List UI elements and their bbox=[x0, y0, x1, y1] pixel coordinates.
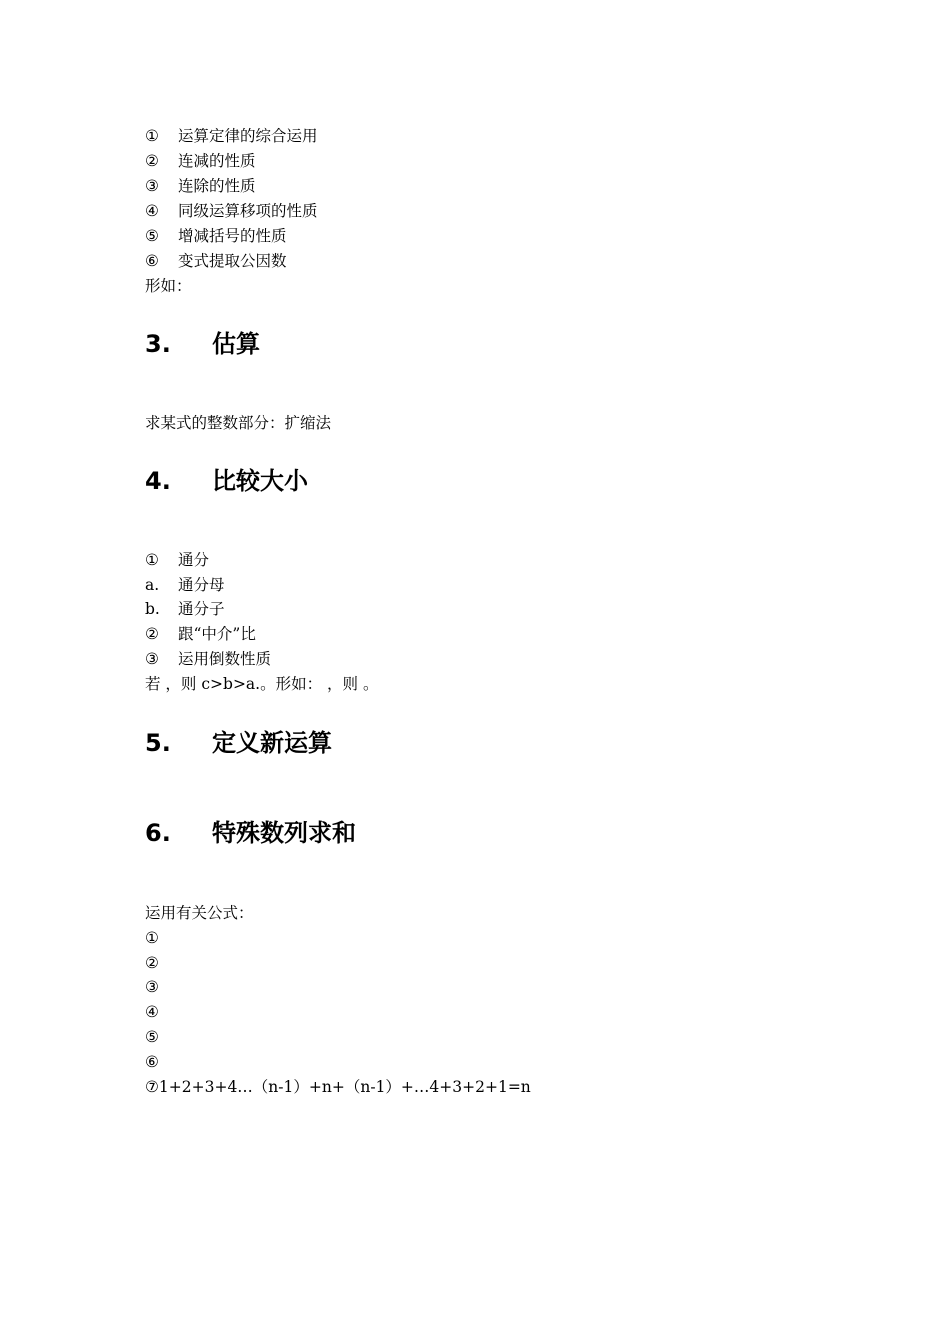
list-item bbox=[145, 251, 287, 271]
section-title: 估算 bbox=[212, 330, 260, 358]
list-item-text: 连除的性质 bbox=[178, 177, 256, 195]
list-item bbox=[145, 151, 256, 171]
list-item-text: 跟“中介”比 bbox=[178, 625, 256, 643]
list-item bbox=[145, 649, 271, 669]
list-item bbox=[145, 1027, 159, 1047]
estimate-text: 求某式的整数部分：扩缩法 bbox=[145, 414, 332, 432]
list-item bbox=[145, 928, 159, 948]
list-item-text: 运算定律的综合运用 bbox=[178, 127, 318, 145]
sum-formula: ⑦1+2+3+4…（n-1）+n+（n-1）+…4+3+2+1=n bbox=[145, 1078, 531, 1096]
list-item bbox=[145, 1002, 159, 1022]
form-label: 形如： bbox=[145, 277, 192, 295]
list-item bbox=[145, 176, 256, 196]
sum-intro: 运用有关公式： bbox=[145, 904, 254, 922]
list-item-text: 运用倒数性质 bbox=[178, 650, 272, 668]
section-heading-3 bbox=[145, 329, 260, 359]
compare-note: 若 ，则 c>b>a.。形如： ，则 。 bbox=[145, 675, 379, 693]
list-marker: ① bbox=[145, 929, 159, 947]
list-item bbox=[145, 226, 287, 246]
list-item bbox=[145, 599, 225, 619]
list-item bbox=[145, 977, 159, 997]
list-item-text: 变式提取公因数 bbox=[178, 252, 287, 270]
list-item bbox=[145, 550, 209, 570]
list-marker: ① bbox=[145, 127, 159, 145]
list-marker: ④ bbox=[145, 1003, 159, 1021]
list-item-text: 通分 bbox=[178, 551, 210, 569]
list-marker: ⑥ bbox=[145, 1053, 159, 1071]
section-number: 4. bbox=[145, 467, 171, 495]
section-heading-6 bbox=[145, 818, 356, 848]
list-marker: ⑤ bbox=[145, 1028, 159, 1046]
list-marker: ⑤ bbox=[145, 227, 159, 245]
list-item bbox=[145, 126, 318, 146]
list-marker: ④ bbox=[145, 202, 159, 220]
list-marker: b. bbox=[145, 600, 160, 618]
list-marker: ③ bbox=[145, 650, 159, 668]
section-title: 定义新运算 bbox=[212, 729, 332, 757]
list-item bbox=[145, 1052, 159, 1072]
list-item-text: 通分母 bbox=[178, 576, 225, 594]
list-item-text: 同级运算移项的性质 bbox=[178, 202, 318, 220]
list-marker: ② bbox=[145, 954, 159, 972]
list-item bbox=[145, 201, 318, 221]
list-marker: ② bbox=[145, 152, 159, 170]
list-marker: ③ bbox=[145, 177, 159, 195]
section-heading-4 bbox=[145, 466, 308, 496]
list-item-text: 通分子 bbox=[178, 600, 225, 618]
list-item-text: 增减括号的性质 bbox=[178, 227, 287, 245]
list-marker: ① bbox=[145, 551, 159, 569]
list-marker: ⑥ bbox=[145, 252, 159, 270]
section-number: 6. bbox=[145, 819, 171, 847]
section-title: 特殊数列求和 bbox=[212, 819, 356, 847]
section-heading-5 bbox=[145, 728, 332, 758]
list-item bbox=[145, 575, 225, 595]
list-marker: ② bbox=[145, 625, 159, 643]
list-marker: a. bbox=[145, 576, 160, 594]
list-item-text: 连减的性质 bbox=[178, 152, 256, 170]
list-item bbox=[145, 953, 159, 973]
section-title: 比较大小 bbox=[212, 467, 308, 495]
list-item bbox=[145, 624, 256, 644]
section-number: 3. bbox=[145, 330, 171, 358]
list-marker: ③ bbox=[145, 978, 159, 996]
section-number: 5. bbox=[145, 729, 171, 757]
